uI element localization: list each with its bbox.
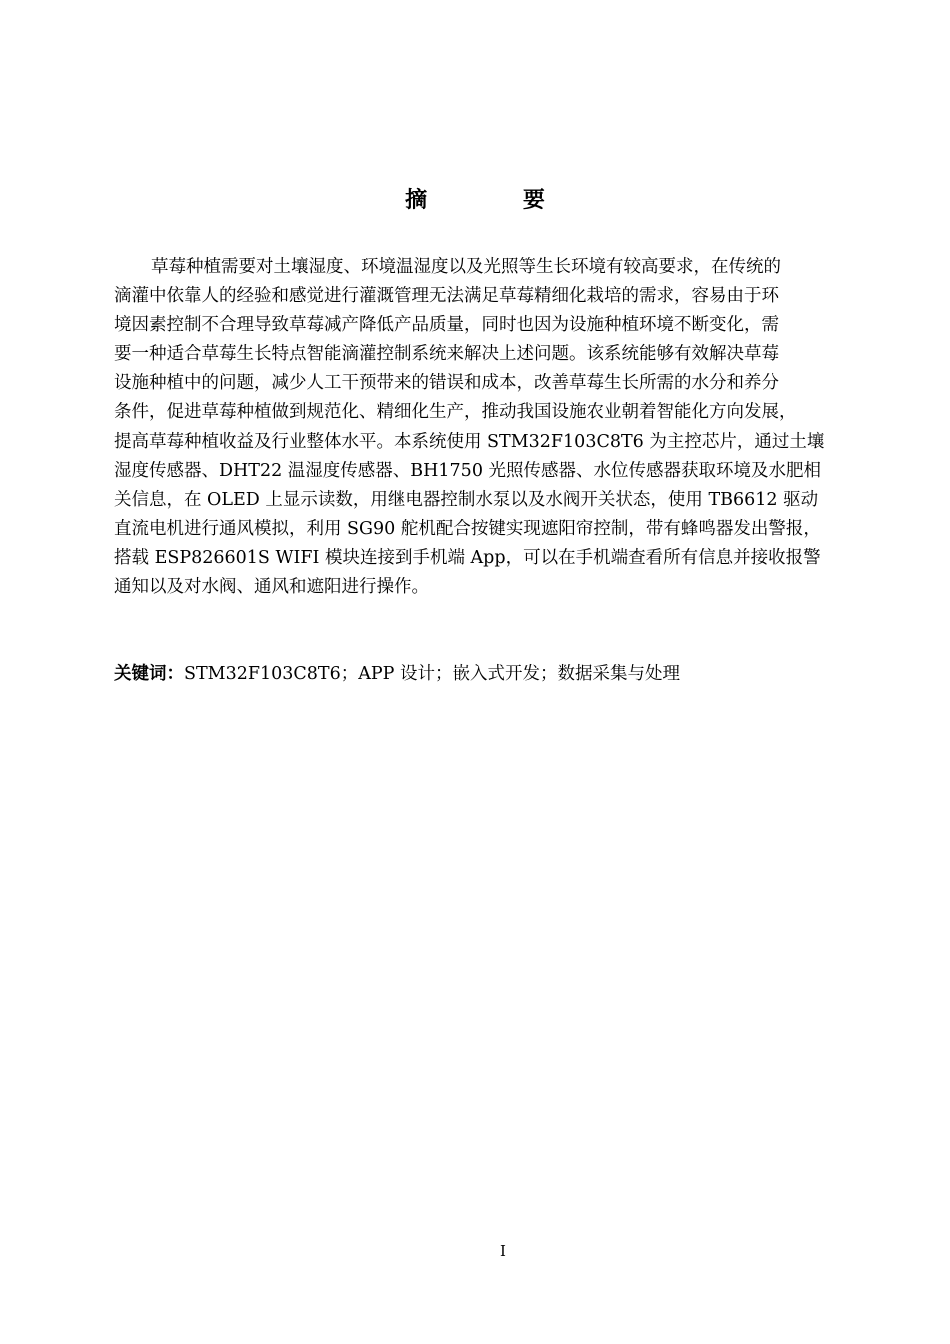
abstract-line: 关信息，在 OLED 上显示读数，用继电器控制水泵以及水阀开关状态，使用 TB6612 驱动	[114, 489, 819, 510]
abstract-line: 条件，促进草莓种植做到规范化、精细化生产，推动我国设施农业朝着智能化方向发展，	[114, 402, 797, 423]
abstract-line: 草莓种植需要对土壤湿度、环境温湿度以及光照等生长环境有较高要求，在传统的	[151, 257, 781, 277]
abstract-line: 要一种适合草莓生长特点智能滴灌控制系统来解决上述问题。该系统能够有效解决草莓	[114, 344, 779, 365]
page-title: 摘 要	[405, 188, 589, 213]
abstract-line: 搭载 ESP826601S WIFI 模块连接到手机端 App，可以在手机端查看所有信息并接收报警	[114, 547, 821, 568]
abstract-body	[114, 253, 864, 602]
abstract-line: 设施种植中的问题，减少人工干预带来的错误和成本，改善草莓生长所需的水分和养分	[114, 373, 779, 394]
keywords-text: STM32F103C8T6；APP 设计；嵌入式开发；数据采集与处理	[184, 664, 680, 684]
abstract-line: 滴灌中依靠人的经验和感觉进行灌溉管理无法满足草莓精细化栽培的需求，容易由于环	[114, 286, 779, 307]
abstract-line: 湿度传感器、DHT22 温湿度传感器、BH1750 光照传感器、水位传感器获取环境及水肥相	[114, 460, 822, 481]
abstract-line: 通知以及对水阀、通风和遮阳进行操作。	[114, 577, 429, 598]
abstract-line: 提高草莓种植收益及行业整体水平。本系统使用 STM32F103C8T6 为主控芯片，通过土壤	[114, 431, 825, 452]
keywords-label: 关键词：	[114, 664, 184, 684]
keywords	[114, 660, 680, 689]
page-number: I	[500, 1242, 506, 1260]
abstract-line: 境因素控制不合理导致草莓减产降低产品质量，同时也因为设施种植环境不断变化，需	[114, 315, 779, 336]
abstract-line: 直流电机进行通风模拟，利用 SG90 舵机配合按键实现遮阳帘控制，带有蜂鸣器发出警报，	[114, 518, 821, 539]
